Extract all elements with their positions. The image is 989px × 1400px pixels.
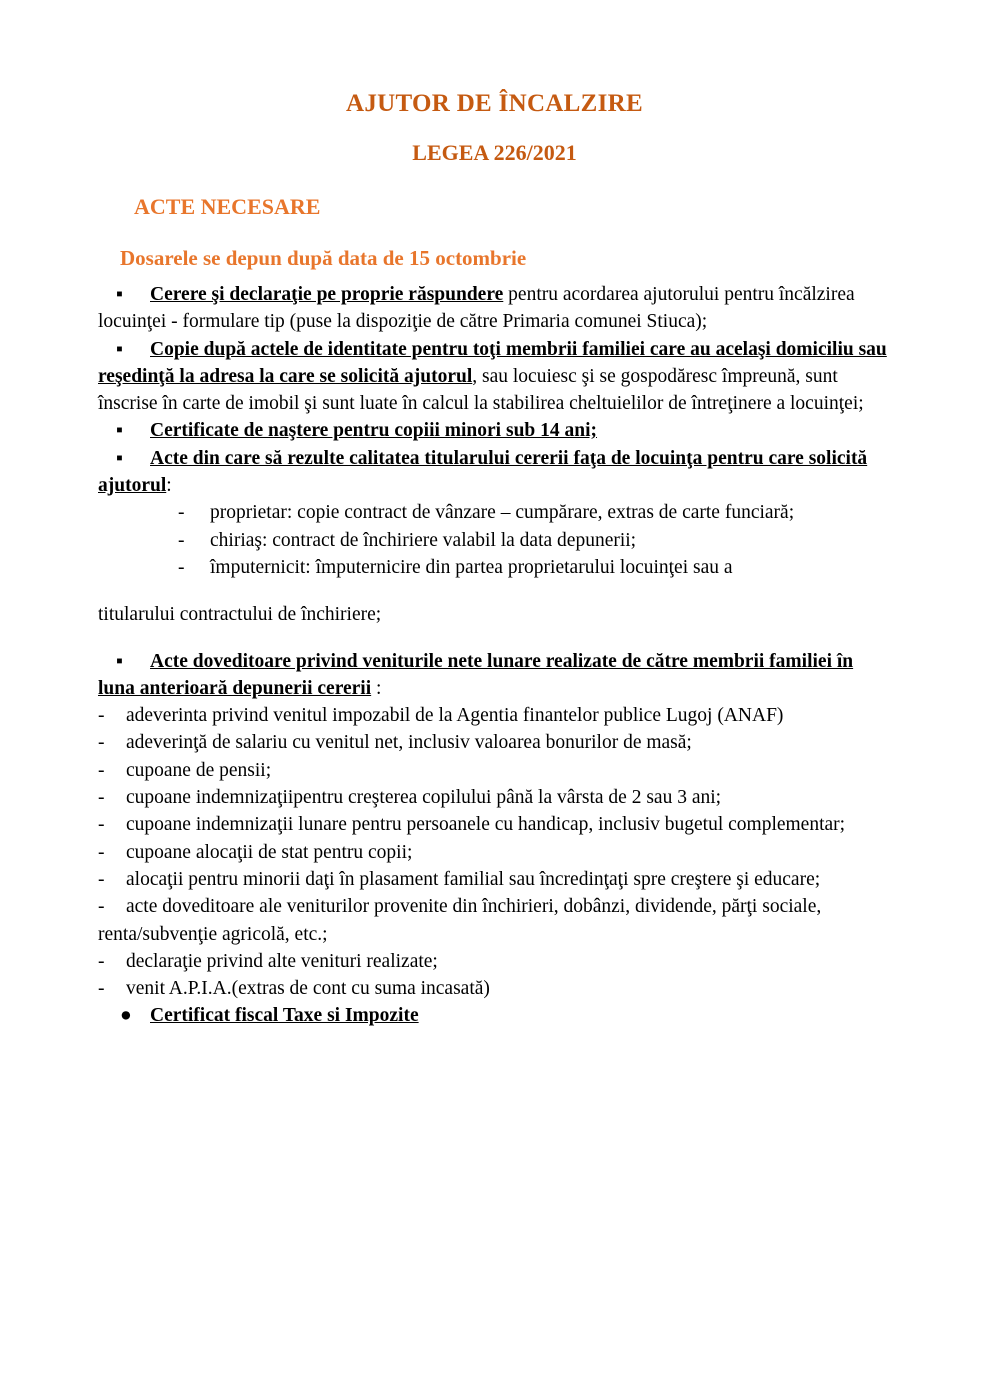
square-bullet-icon: ▪ bbox=[116, 447, 123, 469]
list-item-bold-label: Certificate de naştere pentru copiii minori sub 14 ani; bbox=[150, 420, 598, 442]
deadline-note: Dosarele se depun după data de 15 octombrie bbox=[120, 246, 527, 270]
sub-list-item-text: chiriaş: contract de închiriere valabil la data depunerii; bbox=[210, 529, 637, 551]
square-bullet-icon: ▪ bbox=[116, 284, 123, 305]
dash-bullet-icon: - bbox=[98, 978, 105, 1000]
income-list-item-text: venit A.P.I.A.(extras de cont cu suma incasată) bbox=[126, 978, 490, 1000]
list-item-bold-label: Acte din care să rezulte calitatea titularului cererii faţa de locuinţa pentru care solicită ajutorul bbox=[98, 447, 868, 497]
sub-list-item bbox=[98, 499, 891, 526]
income-list-item-text: adeverinţă de salariu cu venitul net, inclusiv valoarea bonurilor de masă; bbox=[126, 732, 692, 754]
dash-bullet-icon: - bbox=[98, 950, 105, 972]
income-list-item bbox=[98, 893, 891, 948]
income-list-item-text: cupoane alocaţii de stat pentru copii; bbox=[126, 841, 413, 863]
income-list-item bbox=[98, 729, 891, 756]
dash-bullet-icon: - bbox=[178, 529, 185, 551]
final-item-label: Certificat fiscal Taxe si Impozite bbox=[150, 1005, 419, 1027]
income-list-item-text: cupoane indemnizaţiipentru creşterea copilului până la vârsta de 2 sau 3 ani; bbox=[126, 787, 722, 809]
section-heading-acte-necesare: ACTE NECESARE bbox=[134, 194, 321, 219]
income-list-item bbox=[98, 811, 891, 838]
document-title: AJUTOR DE ÎNCALZIRE bbox=[346, 90, 643, 117]
dash-bullet-icon: - bbox=[178, 502, 185, 524]
dash-bullet-icon: - bbox=[98, 841, 105, 863]
square-bullet-icon: ▪ bbox=[116, 338, 123, 360]
income-list-item-text: cupoane de pensii; bbox=[126, 759, 272, 781]
sub-list-item bbox=[98, 554, 891, 581]
income-list-item bbox=[98, 948, 891, 975]
sub-list-item bbox=[98, 527, 891, 554]
income-list-item-text: cupoane indemnizaţii lunare pentru persoanele cu handicap, inclusiv bugetul complementar; bbox=[126, 814, 846, 836]
income-list-item bbox=[98, 866, 891, 893]
list-item-bold-label: Acte doveditoare privind veniturile nete lunare realizate de către membrii familiei în luna anterioară depunerii cererii bbox=[98, 650, 854, 699]
list-item bbox=[98, 445, 891, 500]
dash-bullet-icon: - bbox=[98, 732, 105, 754]
document-law-title: LEGEA 226/2021 bbox=[412, 140, 577, 165]
square-bullet-icon: ▪ bbox=[116, 650, 123, 672]
income-list-item-text: adeverinta privind venitul impozabil de la Agentia finantelor publice Lugoj (ANAF) bbox=[126, 705, 784, 727]
dash-bullet-icon: - bbox=[98, 759, 105, 781]
income-list-item-text: alocaţii pentru minorii daţi în plasament familial sau încredinţaţi spre creştere şi educare; bbox=[126, 868, 821, 890]
income-list-item bbox=[98, 702, 891, 729]
dash-bullet-icon: - bbox=[98, 814, 105, 836]
list-item bbox=[98, 417, 891, 444]
list-item-text: : bbox=[166, 475, 172, 497]
list-item bbox=[98, 648, 891, 703]
dash-bullet-icon: - bbox=[98, 705, 105, 727]
dash-bullet-icon: - bbox=[178, 556, 185, 578]
list-item-bold-label: Cerere şi declaraţie pe proprie răspundere bbox=[150, 284, 504, 305]
income-list-item-text: acte doveditoare ale veniturilor provenite din închirieri, dobânzi, dividende, părţi sociale, renta/subvenţie agricolă, etc.; bbox=[98, 896, 822, 945]
dash-bullet-icon: - bbox=[98, 868, 105, 890]
sub-list-item-text: proprietar: copie contract de vânzare – cumpărare, extras de carte funciară; bbox=[210, 502, 795, 524]
square-bullet-icon: ▪ bbox=[116, 420, 123, 442]
round-bullet-icon: ● bbox=[120, 1005, 132, 1027]
income-list-item bbox=[98, 839, 891, 866]
list-item-text: , sau locuiesc şi se gospodăresc împreună, sunt înscrise în carte de imobil şi sunt luate în calcul la stabilirea cheltuielilor de întreţinere a locuinţei; bbox=[98, 365, 864, 415]
requirements-body bbox=[98, 281, 891, 1030]
income-list-item bbox=[98, 757, 891, 784]
list-item-text: : bbox=[371, 677, 382, 699]
sub-list-item-text: împuternicit: împuternicire din partea proprietarului locuinţei sau a bbox=[210, 556, 733, 578]
list-item-text: pentru acordarea ajutorului pentru încălzirea locuinţei - formulare tip (puse la dispoziţie de către Primaria comunei Stiuca); bbox=[98, 284, 855, 333]
income-list-item-text: declaraţie privind alte venituri realizate; bbox=[126, 950, 438, 972]
dash-bullet-icon: - bbox=[98, 787, 105, 809]
list-item-bold-label: Copie după actele de identitate pentru toţi membrii familiei care au acelaşi domiciliu sau reşedinţă la adresa la care se solicită ajutorul bbox=[98, 338, 887, 387]
income-list-item bbox=[98, 975, 891, 1002]
list-item-final bbox=[98, 1002, 891, 1029]
income-list-item bbox=[98, 784, 891, 811]
list-item bbox=[98, 336, 891, 418]
sub-list-continuation-text: titularului contractului de închiriere; bbox=[98, 603, 382, 625]
dash-bullet-icon: - bbox=[98, 896, 105, 918]
list-item bbox=[98, 281, 891, 336]
